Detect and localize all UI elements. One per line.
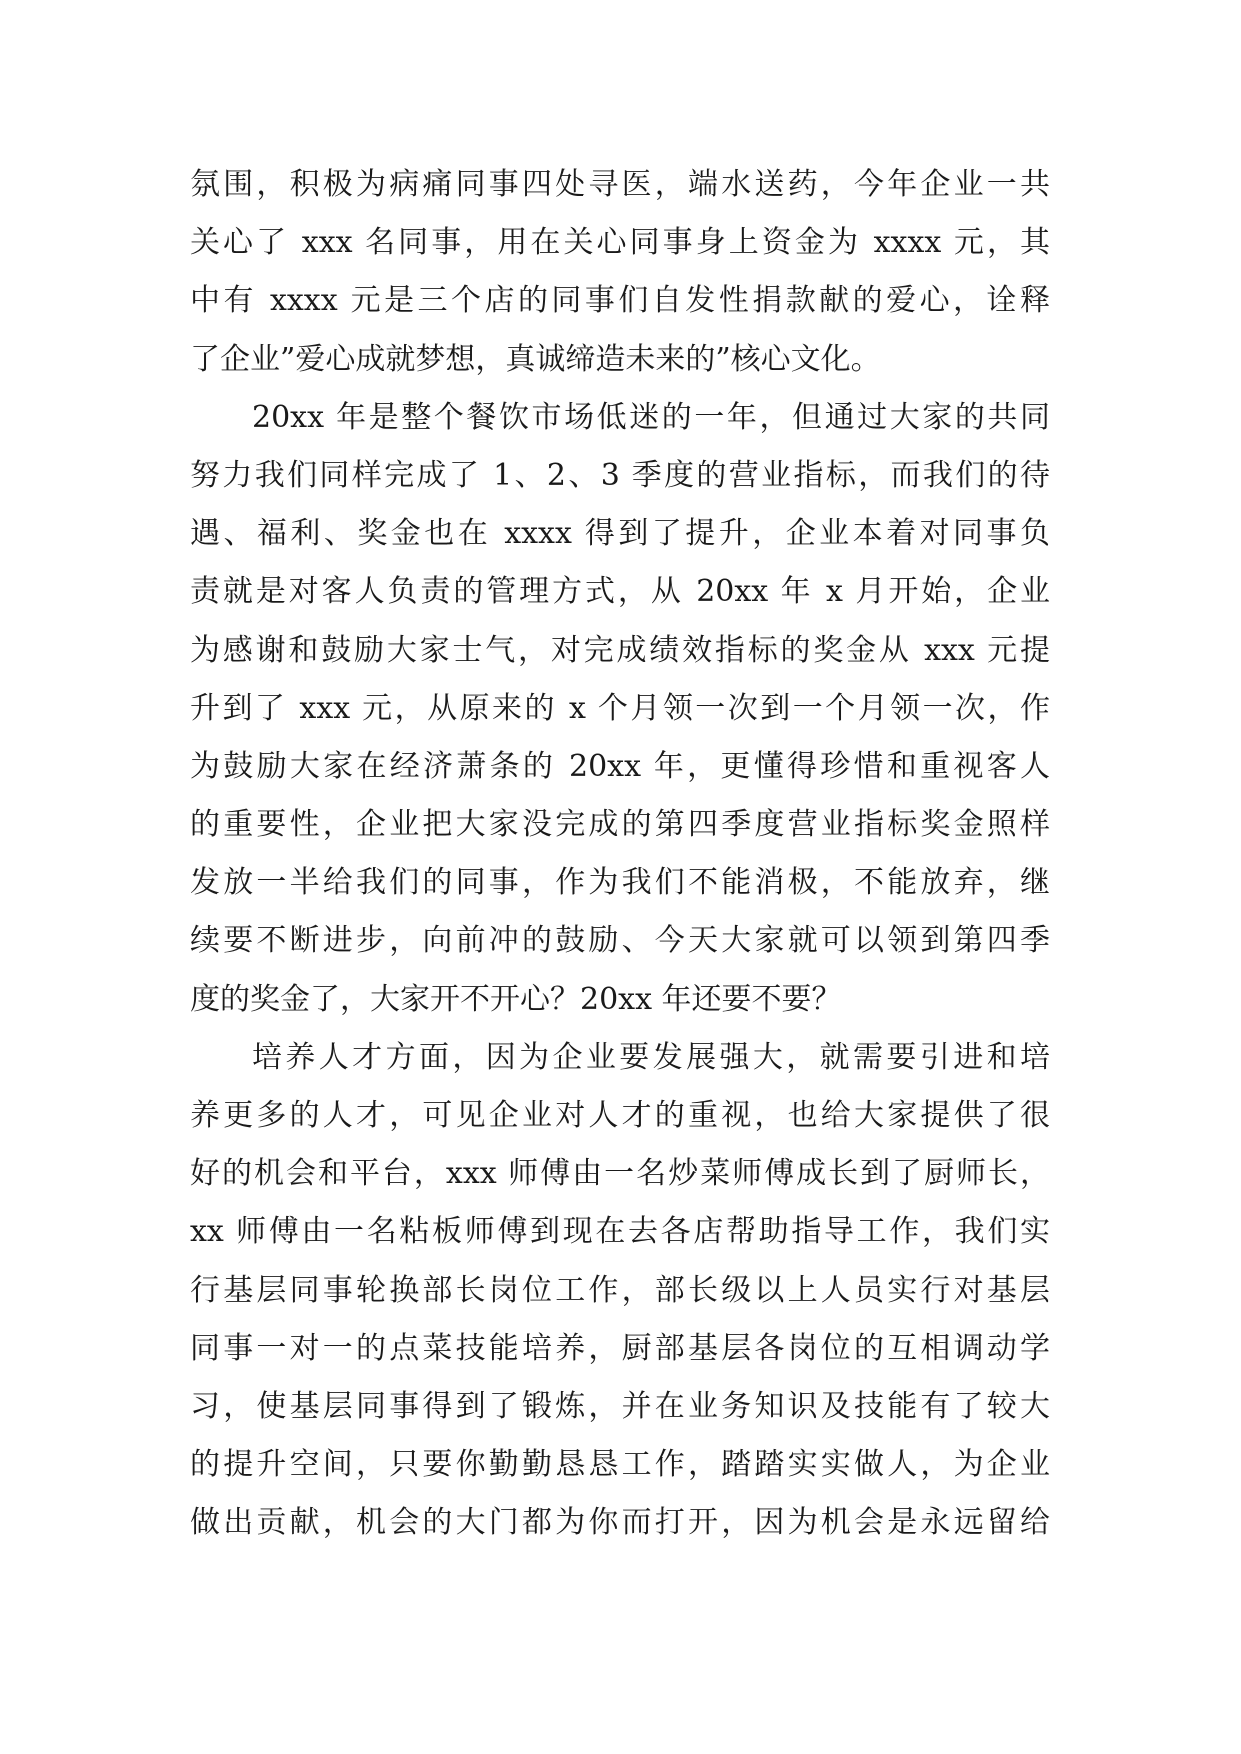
text-line: 养更多的人才，可见企业对人才的重视，也给大家提供了很	[190, 1098, 1050, 1133]
text-line: 度的奖金了，大家开不开心？20xx 年还要不要？	[190, 981, 842, 1017]
text-line: 习，使基层同事得到了锻炼，并在业务知识及技能有了较大	[190, 1388, 1050, 1424]
text-line: xx 师傅由一名粘板师傅到现在去各店帮助指导工作，我们实	[190, 1214, 1050, 1250]
text-line: 为鼓励大家在经济萧条的 20xx 年，更懂得珍惜和重视客人	[190, 748, 1050, 784]
text-line: 遇、福利、奖金也在 xxxx 得到了提升，企业本着对同事负	[190, 516, 1050, 552]
text-line: 发放一半给我们的同事，作为我们不能消极，不能放弃，继	[190, 865, 1050, 901]
text-line: 做出贡献，机会的大门都为你而打开，因为机会是永远留给	[190, 1505, 1050, 1541]
text-line: 责就是对客人负责的管理方式，从 20xx 年 x 月开始，企业	[190, 574, 1050, 610]
text-line: 20xx 年是整个餐饮市场低迷的一年，但通过大家的共同	[252, 399, 1050, 435]
body-text	[190, 156, 1050, 1553]
text-line: 了企业”爱心成就梦想，真诚缔造未来的”核心文化。	[190, 341, 881, 377]
text-line: 关心了 xxx 名同事，用在关心同事身上资金为 xxxx 元，其	[190, 225, 1050, 261]
text-line: 氛围，积极为病痛同事四处寻医，端水送药，今年企业一共	[190, 167, 1050, 202]
text-line: 中有 xxxx 元是三个店的同事们自发性捐款献的爱心，诠释	[190, 283, 1050, 319]
text-line: 的提升空间，只要你勤勤恳恳工作，踏踏实实做人，为企业	[190, 1447, 1050, 1483]
text-line: 努力我们同样完成了 1、2、3 季度的营业指标，而我们的待	[190, 457, 1050, 493]
text-line: 为感谢和鼓励大家士气，对完成绩效指标的奖金从 xxx 元提	[190, 632, 1050, 668]
text-line: 行基层同事轮换部长岗位工作，部长级以上人员实行对基层	[190, 1272, 1050, 1308]
text-line: 培养人才方面，因为企业要发展强大，就需要引进和培	[252, 1039, 1050, 1075]
text-line: 同事一对一的点菜技能培养，厨部基层各岗位的互相调动学	[190, 1330, 1050, 1366]
text-line: 续要不断进步，向前冲的鼓励、今天大家就可以领到第四季	[190, 923, 1050, 959]
text-line: 的重要性，企业把大家没完成的第四季度营业指标奖金照样	[190, 807, 1050, 843]
text-line: 升到了 xxx 元，从原来的 x 个月领一次到一个月领一次，作	[190, 690, 1050, 726]
text-line: 好的机会和平台，xxx 师傅由一名炒菜师傅成长到了厨师长，	[190, 1156, 1050, 1192]
